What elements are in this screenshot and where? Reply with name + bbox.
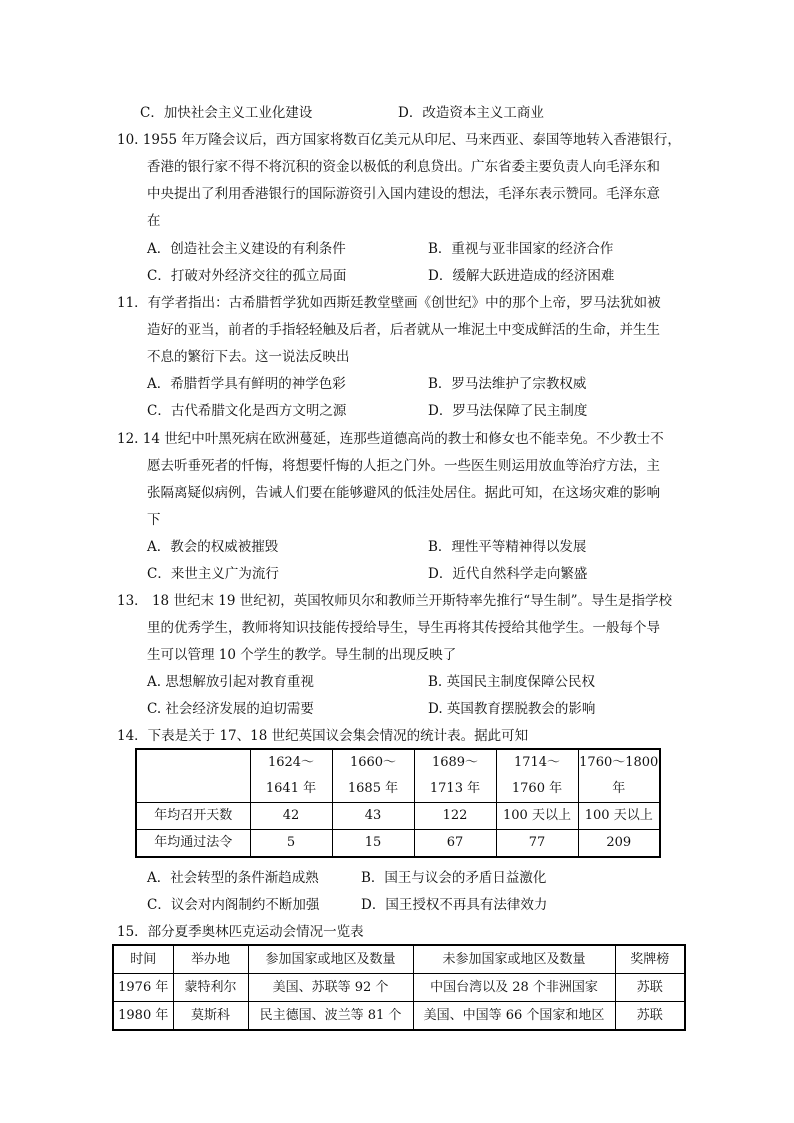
q15-stem: 15．部分夏季奥林匹克运动会情况一览表 <box>117 924 364 940</box>
q13-option-c: C. 社会经济发展的迫切需要 <box>147 701 314 717</box>
table-header-cell: 1624～ 1641 年 <box>250 749 332 803</box>
table-header-cell: 时间 <box>113 945 173 974</box>
q10-stem-line-3: 中央提出了利用香港银行的国际游资引入国内建设的想法，毛泽东表示赞同。毛泽东意 <box>147 186 660 202</box>
table-header-cell: 奖牌榜 <box>615 945 685 974</box>
q13-stem-line-1: 13． 18 世纪末 19 世纪初，英国牧师贝尔和教师兰开斯特率先推行“导生制”。导生是指学校 <box>117 593 673 609</box>
table-cell: 15 <box>332 830 414 858</box>
table-row <box>113 1002 685 1031</box>
table-header-cell: 1714～ 1760 年 <box>496 749 578 803</box>
table-cell: 43 <box>332 803 414 830</box>
table-cell: 莫斯科 <box>173 1002 248 1031</box>
table-header-cell: 1760～1800 年 <box>578 749 660 803</box>
parliament-stats-table <box>135 748 661 858</box>
table-cell: 美国、苏联等 92 个 <box>248 974 413 1002</box>
q11-stem-line-1: 11．有学者指出：古希腊哲学犹如西斯廷教堂壁画《创世纪》中的那个上帝，罗马法犹如被 <box>117 295 661 311</box>
q13-option-b: B. 英国民主制度保障公民权 <box>428 674 596 690</box>
olympics-table <box>112 944 686 1031</box>
q12-stem-line-3: 张隔离疑似病例，告诫人们要在能够避风的低洼处居住。据此可知，在这场灾难的影响 <box>147 485 660 501</box>
table-header-cell: 参加国家或地区及数量 <box>248 945 413 974</box>
table-header-cell: 未参加国家或地区及数量 <box>413 945 615 974</box>
q12-option-a: A．教会的权威被摧毁 <box>147 539 279 555</box>
q9-option-d: D．改造资本主义工商业 <box>398 105 544 121</box>
q12-option-b: B．理性平等精神得以发展 <box>428 539 587 555</box>
q12-stem-line-1: 12. 14 世纪中叶黑死病在欧洲蔓延，连那些道德高尚的教士和修女也不能幸免。不少教士不 <box>117 431 664 447</box>
table-header-row <box>113 945 685 974</box>
q14-stem: 14．下表是关于 17、18 世纪英国议会集会情况的统计表。据此可知 <box>117 728 529 744</box>
q11-option-b: B．罗马法维护了宗教权威 <box>428 376 587 392</box>
table-cell: 蒙特利尔 <box>173 974 248 1002</box>
table-cell: 中国台湾以及 28 个非洲国家 <box>413 974 615 1002</box>
q9-option-c: C．加快社会主义工业化建设 <box>140 105 313 121</box>
table-header-cell: 举办地 <box>173 945 248 974</box>
table-cell: 苏联 <box>615 1002 685 1031</box>
table-corner-cell <box>136 749 250 803</box>
table-cell: 100 天以上 <box>578 803 660 830</box>
q11-option-d: D．罗马法保障了民主制度 <box>428 403 588 419</box>
table-cell: 42 <box>250 803 332 830</box>
q14-option-d: D．国王授权不再具有法律效力 <box>361 897 548 913</box>
table-row <box>113 974 685 1002</box>
q11-stem-line-2: 造好的亚当，前者的手指轻轻触及后者，后者就从一堆泥土中变成鲜活的生命，并生生 <box>147 322 660 338</box>
q14-option-b: B．国王与议会的矛盾日益激化 <box>361 870 547 886</box>
q13-stem-line-3: 生可以管理 10 个学生的教学。导生制的出现反映了 <box>147 647 457 663</box>
q12-option-c: C．来世主义广为流行 <box>147 566 279 582</box>
q10-stem-line-4: 在 <box>147 213 161 229</box>
q10-option-d: D．缓解大跃进造成的经济困难 <box>428 268 615 284</box>
q11-stem-line-3: 不息的繁衍下去。这一说法反映出 <box>147 349 350 365</box>
table-row <box>136 830 660 858</box>
q14-option-c: C．议会对内阁制约不断加强 <box>147 897 320 913</box>
table-cell: 美国、中国等 66 个国家和地区 <box>413 1002 615 1031</box>
row-label: 年均通过法令 <box>136 830 250 858</box>
table-header-cell: 1660～ 1685 年 <box>332 749 414 803</box>
table-row <box>136 803 660 830</box>
q13-option-a: A. 思想解放引起对教育重视 <box>147 674 314 690</box>
q12-option-d: D．近代自然科学走向繁盛 <box>428 566 588 582</box>
q10-stem-line-2: 香港的银行家不得不将沉积的资金以极低的利息贷出。广东省委主要负责人向毛泽东和 <box>147 159 660 175</box>
table-cell: 122 <box>414 803 496 830</box>
table-header-cell: 1689～ 1713 年 <box>414 749 496 803</box>
q12-stem-line-2: 愿去听垂死者的忏悔，将想要忏悔的人拒之门外。一些医生则运用放血等治疗方法，主 <box>147 458 660 474</box>
q13-stem-line-2: 里的优秀学生，教师将知识技能传授给导生，导生再将其传授给其他学生。一般每个导 <box>147 620 660 636</box>
q10-stem-line-1: 10. 1955 年万隆会议后，西方国家将数百亿美元从印尼、马来西亚、泰国等地转入香港银行， <box>117 132 681 148</box>
row-label: 年均召开天数 <box>136 803 250 830</box>
q13-option-d: D. 英国教育摆脱教会的影响 <box>428 701 596 717</box>
table-cell: 5 <box>250 830 332 858</box>
table-cell: 77 <box>496 830 578 858</box>
table-cell: 苏联 <box>615 974 685 1002</box>
table-header-row <box>136 749 660 803</box>
q11-option-c: C．古代希腊文化是西方文明之源 <box>147 403 347 419</box>
q10-option-a: A．创造社会主义建设的有利条件 <box>147 241 346 257</box>
q14-option-a: A．社会转型的条件渐趋成熟 <box>147 870 319 886</box>
q10-option-b: B．重视与亚非国家的经济合作 <box>428 241 614 257</box>
table-cell: 1980 年 <box>113 1002 173 1031</box>
table-cell: 100 天以上 <box>496 803 578 830</box>
q10-option-c: C．打破对外经济交往的孤立局面 <box>147 268 347 284</box>
q12-stem-line-4: 下 <box>147 512 161 528</box>
q11-option-a: A．希腊哲学具有鲜明的神学色彩 <box>147 376 346 392</box>
table-cell: 67 <box>414 830 496 858</box>
table-cell: 209 <box>578 830 660 858</box>
table-cell: 1976 年 <box>113 974 173 1002</box>
table-cell: 民主德国、波兰等 81 个 <box>248 1002 413 1031</box>
